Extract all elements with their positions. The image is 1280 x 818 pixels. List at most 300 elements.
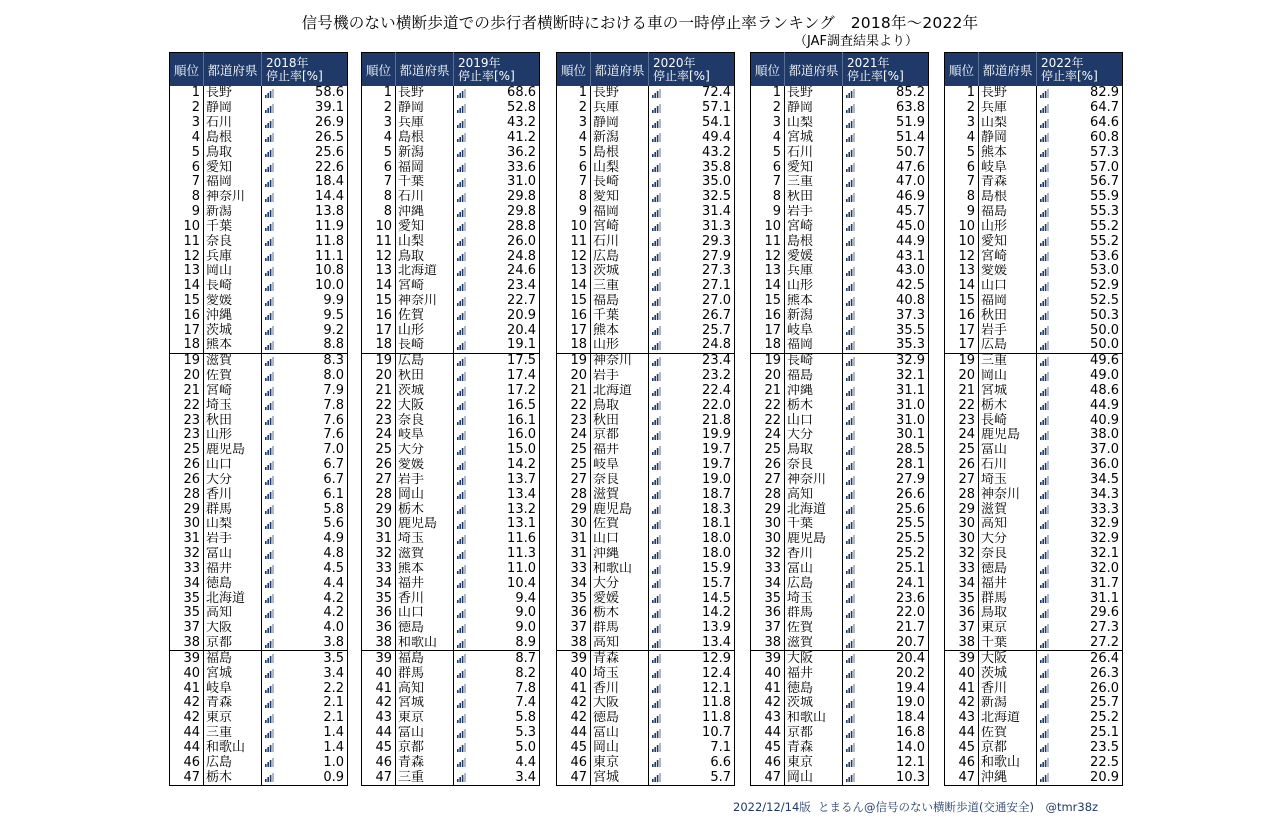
- rate-value: 57.3: [1090, 145, 1119, 160]
- bar-chart-icon: [652, 684, 661, 693]
- prefecture-cell: 奈良: [396, 413, 454, 428]
- rate-value: 8.7: [515, 650, 536, 666]
- bar-chart-icon: [265, 743, 274, 752]
- rank-cell: 17: [945, 338, 979, 353]
- rate-cell: [454, 562, 540, 577]
- bar-chart-icon: [846, 252, 855, 261]
- bar-chart-icon: [652, 699, 661, 708]
- rate-label: 停止率[%]: [847, 68, 904, 83]
- prefecture-cell: 愛媛: [591, 591, 649, 606]
- table-row: [362, 740, 540, 755]
- rank-cell: 37: [945, 621, 979, 636]
- prefecture-cell: 熊本: [979, 145, 1037, 160]
- rank-cell: 46: [362, 755, 396, 770]
- rank-header: 順位: [945, 53, 979, 87]
- table-row: [557, 591, 735, 606]
- rate-value: 17.4: [507, 368, 536, 384]
- rate-cell: [262, 369, 348, 384]
- rate-value: 15.9: [702, 561, 731, 576]
- bar-chart-icon: [265, 446, 274, 455]
- rank-cell: 20: [751, 369, 785, 384]
- table-row: [170, 473, 348, 488]
- rank-cell: 42: [362, 696, 396, 711]
- rank-cell: 7: [557, 175, 591, 190]
- bar-chart-icon: [265, 297, 274, 306]
- table-row: [945, 770, 1123, 785]
- rate-value: 24.8: [702, 338, 731, 353]
- bar-chart-icon: [265, 758, 274, 767]
- rate-value: 20.7: [896, 635, 925, 651]
- bar-chart-icon: [1040, 669, 1049, 678]
- rate-cell: [649, 606, 735, 621]
- rank-cell: 36: [751, 606, 785, 621]
- prefecture-cell: 茨城: [785, 696, 843, 711]
- rank-cell: 20: [170, 369, 204, 384]
- rank-cell: 44: [945, 726, 979, 741]
- rate-value: 50.0: [1090, 338, 1119, 353]
- rate-cell: [649, 711, 735, 726]
- rate-cell: [843, 86, 929, 101]
- bar-chart-icon: [1040, 252, 1049, 261]
- table-row: [557, 576, 735, 591]
- table-row: [170, 487, 348, 502]
- rate-cell: [454, 294, 540, 309]
- prefecture-cell: 三重: [396, 770, 454, 785]
- bar-chart-icon: [457, 624, 466, 633]
- table-row: [362, 101, 540, 116]
- table-row: [170, 666, 348, 681]
- rank-cell: 13: [945, 264, 979, 279]
- rate-cell: [843, 755, 929, 770]
- table-row: [945, 294, 1123, 309]
- rank-cell: 31: [557, 532, 591, 547]
- table-row: [557, 666, 735, 681]
- prefecture-cell: 鳥取: [785, 443, 843, 458]
- table-row: [945, 338, 1123, 353]
- rate-cell: [1037, 413, 1123, 428]
- prefecture-cell: 山梨: [979, 116, 1037, 131]
- rate-cell: [843, 532, 929, 547]
- bar-chart-icon: [457, 267, 466, 276]
- rate-cell: [649, 666, 735, 681]
- rate-value: 29.6: [1090, 605, 1119, 621]
- rate-value: 25.7: [702, 323, 731, 338]
- rank-cell: 27: [945, 473, 979, 488]
- rate-value: 25.1: [1090, 725, 1119, 741]
- table-row: [751, 369, 929, 384]
- rate-value: 44.9: [896, 234, 925, 249]
- rank-cell: 31: [557, 547, 591, 562]
- rate-cell: [649, 308, 735, 323]
- prefecture-cell: 栃木: [785, 398, 843, 413]
- rate-cell: [843, 130, 929, 145]
- table-row: [170, 458, 348, 473]
- prefecture-cell: 山口: [204, 458, 262, 473]
- rate-value: 48.6: [1090, 383, 1119, 398]
- prefecture-cell: 福島: [785, 369, 843, 384]
- rank-cell: 13: [751, 264, 785, 279]
- prefecture-cell: 埼玉: [785, 591, 843, 606]
- bar-chart-icon: [457, 505, 466, 514]
- table-row: [751, 487, 929, 502]
- table-row: [362, 651, 540, 666]
- rate-cell: [262, 711, 348, 726]
- rate-value: 45.7: [896, 204, 925, 220]
- rate-cell: [1037, 369, 1123, 384]
- rank-cell: 47: [362, 770, 396, 785]
- bar-chart-icon: [1040, 401, 1049, 410]
- rank-cell: 23: [170, 428, 204, 443]
- rate-value: 29.8: [507, 189, 536, 205]
- rate-value: 12.1: [896, 755, 925, 770]
- prefecture-cell: 鳥取: [591, 398, 649, 413]
- rate-value: 9.9: [323, 293, 344, 308]
- prefecture-cell: 北海道: [785, 502, 843, 517]
- table-row: [945, 651, 1123, 666]
- rank-cell: 34: [557, 576, 591, 591]
- bar-chart-icon: [265, 773, 274, 782]
- rank-cell: 47: [945, 770, 979, 785]
- rank-cell: 18: [557, 338, 591, 353]
- rate-value: 27.9: [702, 249, 731, 264]
- table-row: [945, 279, 1123, 294]
- prefecture-cell: 岡山: [979, 369, 1037, 384]
- rate-value: 72.4: [702, 86, 731, 101]
- table-row: [170, 384, 348, 399]
- prefecture-cell: 徳島: [204, 576, 262, 591]
- prefecture-cell: 岡山: [785, 770, 843, 785]
- rate-cell: [649, 755, 735, 770]
- rate-value: 31.4: [702, 204, 731, 220]
- rate-cell: [262, 755, 348, 770]
- prefecture-cell: 福岡: [204, 175, 262, 190]
- rank-cell: 45: [945, 740, 979, 755]
- rate-cell: [843, 591, 929, 606]
- bar-chart-icon: [846, 699, 855, 708]
- rank-cell: 44: [751, 726, 785, 741]
- rate-value: 64.6: [1090, 115, 1119, 131]
- bar-chart-icon: [457, 237, 466, 246]
- bar-chart-icon: [265, 535, 274, 544]
- rank-cell: 32: [751, 547, 785, 562]
- rate-cell: [649, 487, 735, 502]
- prefecture-cell: 静岡: [591, 116, 649, 131]
- prefecture-cell: 鹿児島: [785, 532, 843, 547]
- rate-cell: [1037, 249, 1123, 264]
- rank-cell: 9: [170, 205, 204, 220]
- table-row: [751, 86, 929, 101]
- rate-value: 37.0: [1090, 442, 1119, 458]
- rate-cell: [454, 755, 540, 770]
- rank-cell: 37: [751, 621, 785, 636]
- bar-chart-icon: [265, 89, 274, 98]
- rate-cell: [262, 636, 348, 651]
- table-row: [170, 726, 348, 741]
- prefecture-cell: 青森: [979, 175, 1037, 190]
- rate-value: 53.6: [1090, 249, 1119, 264]
- rank-cell: 12: [557, 249, 591, 264]
- table-row: [751, 696, 929, 711]
- rate-value: 34.5: [1090, 472, 1119, 487]
- rate-cell: [262, 621, 348, 636]
- rank-cell: 22: [170, 398, 204, 413]
- rank-cell: 23: [362, 413, 396, 428]
- bar-chart-icon: [652, 758, 661, 767]
- table-row: [751, 398, 929, 413]
- bar-chart-icon: [457, 387, 466, 396]
- bar-chart-icon: [1040, 639, 1049, 648]
- rank-cell: 29: [945, 502, 979, 517]
- rank-cell: 43: [362, 711, 396, 726]
- prefecture-cell: 熊本: [396, 562, 454, 577]
- table-row: [945, 175, 1123, 190]
- rank-cell: 39: [557, 651, 591, 666]
- bar-chart-icon: [846, 490, 855, 499]
- table-row: [170, 323, 348, 338]
- table-row: [170, 205, 348, 220]
- rank-cell: 37: [170, 621, 204, 636]
- rank-cell: 39: [945, 651, 979, 666]
- rank-cell: 2: [557, 101, 591, 116]
- bar-chart-icon: [457, 297, 466, 306]
- rate-cell: [454, 234, 540, 249]
- rate-cell: [262, 190, 348, 205]
- bar-chart-icon: [846, 416, 855, 425]
- rate-cell: [649, 398, 735, 413]
- rate-cell: [649, 770, 735, 785]
- rate-value: 4.5: [323, 561, 344, 576]
- rate-cell: [843, 428, 929, 443]
- bar-chart-icon: [457, 416, 466, 425]
- bar-chart-icon: [1040, 222, 1049, 231]
- bar-chart-icon: [652, 357, 661, 366]
- rate-cell: [843, 323, 929, 338]
- rate-value: 1.4: [323, 725, 344, 741]
- prefecture-cell: 和歌山: [204, 740, 262, 755]
- rate-cell: [843, 116, 929, 131]
- table-row: [170, 145, 348, 160]
- rate-value: 24.6: [507, 263, 536, 279]
- rate-cell: [649, 413, 735, 428]
- bar-chart-icon: [265, 565, 274, 574]
- rate-cell: [262, 443, 348, 458]
- bar-chart-icon: [457, 669, 466, 678]
- rank-cell: 17: [362, 323, 396, 338]
- rank-cell: 18: [362, 338, 396, 353]
- table-row: [362, 562, 540, 577]
- author-credit: とまるん@信号のない横断歩道(交通安全) @tmr38z: [818, 800, 1099, 814]
- rate-value: 26.0: [507, 234, 536, 249]
- table-row: [557, 219, 735, 234]
- rank-cell: 8: [751, 190, 785, 205]
- table-row: [170, 517, 348, 532]
- rate-cell: [1037, 576, 1123, 591]
- table-row: [170, 532, 348, 547]
- rate-value: 26.6: [896, 487, 925, 502]
- rank-cell: 9: [557, 205, 591, 220]
- table-row: [751, 755, 929, 770]
- rank-cell: 2: [945, 101, 979, 116]
- bar-chart-icon: [846, 579, 855, 588]
- rate-cell: [843, 219, 929, 234]
- rate-value: 5.8: [323, 502, 344, 517]
- rate-cell: [262, 547, 348, 562]
- rank-cell: 42: [170, 696, 204, 711]
- rate-value: 56.7: [1090, 174, 1119, 190]
- rate-value: 23.4: [702, 353, 731, 369]
- rate-value: 6.1: [323, 487, 344, 502]
- rank-cell: 14: [751, 279, 785, 294]
- prefecture-cell: 東京: [979, 621, 1037, 636]
- table-row: [751, 101, 929, 116]
- prefecture-cell: 岐阜: [979, 160, 1037, 175]
- rank-cell: 23: [170, 413, 204, 428]
- table-row: [751, 264, 929, 279]
- rank-cell: 47: [557, 770, 591, 785]
- table-row: [557, 205, 735, 220]
- rate-cell: [1037, 219, 1123, 234]
- prefecture-cell: 新潟: [979, 696, 1037, 711]
- rank-cell: 1: [751, 86, 785, 101]
- prefecture-cell: 埼玉: [396, 532, 454, 547]
- rate-cell: [454, 711, 540, 726]
- rank-cell: 6: [170, 160, 204, 175]
- rate-cell: [454, 681, 540, 696]
- rate-value: 14.5: [702, 591, 731, 606]
- rank-cell: 25: [557, 458, 591, 473]
- table-row: [751, 576, 929, 591]
- table-row: [751, 517, 929, 532]
- rate-cell: [454, 145, 540, 160]
- rate-cell: [262, 740, 348, 755]
- prefecture-cell: 東京: [785, 755, 843, 770]
- prefecture-cell: 福井: [204, 562, 262, 577]
- bar-chart-icon: [1040, 297, 1049, 306]
- bar-chart-icon: [652, 372, 661, 381]
- rate-value: 24.8: [507, 249, 536, 264]
- rate-cell: [649, 338, 735, 353]
- rank-cell: 3: [362, 116, 396, 131]
- rate-cell: [649, 651, 735, 666]
- rate-cell: [1037, 606, 1123, 621]
- rate-value: 9.0: [515, 620, 536, 636]
- rate-cell: [262, 666, 348, 681]
- rate-value: 6.7: [323, 472, 344, 487]
- table-row: [945, 487, 1123, 502]
- rate-value: 85.2: [896, 86, 925, 101]
- rank-cell: 24: [557, 428, 591, 443]
- rank-cell: 41: [557, 681, 591, 696]
- table-row: [170, 190, 348, 205]
- rank-cell: 22: [751, 398, 785, 413]
- rate-value: 49.0: [1090, 368, 1119, 384]
- rank-cell: 8: [170, 190, 204, 205]
- prefecture-cell: 青森: [591, 651, 649, 666]
- prefecture-cell: 京都: [979, 740, 1037, 755]
- prefecture-cell: 鹿児島: [979, 428, 1037, 443]
- rate-cell: [843, 770, 929, 785]
- table-row: [170, 576, 348, 591]
- rank-cell: 35: [751, 591, 785, 606]
- prefecture-cell: 群馬: [204, 502, 262, 517]
- rate-cell: [1037, 338, 1123, 353]
- prefecture-cell: 長崎: [979, 413, 1037, 428]
- rate-cell: [454, 219, 540, 234]
- rate-cell: [262, 487, 348, 502]
- rate-value: 31.0: [507, 174, 536, 190]
- rate-value: 11.9: [315, 219, 344, 234]
- bar-chart-icon: [846, 729, 855, 738]
- rate-cell: [454, 323, 540, 338]
- rate-cell: [843, 384, 929, 399]
- rate-value: 21.7: [896, 620, 925, 636]
- table-row: [751, 279, 929, 294]
- bar-chart-icon: [457, 639, 466, 648]
- table-row: [945, 428, 1123, 443]
- bar-chart-icon: [1040, 550, 1049, 559]
- bar-chart-icon: [1040, 773, 1049, 782]
- rank-cell: 16: [362, 308, 396, 323]
- rate-cell: [262, 353, 348, 368]
- rank-cell: 38: [362, 636, 396, 651]
- bar-chart-icon: [1040, 208, 1049, 217]
- table-row: [557, 502, 735, 517]
- bar-chart-icon: [652, 714, 661, 723]
- rate-value: 54.1: [702, 115, 731, 131]
- rank-cell: 24: [362, 428, 396, 443]
- rank-cell: 42: [945, 696, 979, 711]
- rank-cell: 4: [945, 130, 979, 145]
- bar-chart-icon: [846, 326, 855, 335]
- bar-chart-icon: [652, 446, 661, 455]
- bar-chart-icon: [1040, 476, 1049, 485]
- bar-chart-icon: [265, 579, 274, 588]
- table-row: [170, 636, 348, 651]
- rate-cell: [649, 517, 735, 532]
- rank-cell: 28: [557, 487, 591, 502]
- prefecture-cell: 福島: [204, 651, 262, 666]
- bar-chart-icon: [652, 297, 661, 306]
- prefecture-cell: 山口: [979, 279, 1037, 294]
- rate-value: 18.0: [702, 546, 731, 562]
- rate-cell: [1037, 308, 1123, 323]
- table-row: [751, 621, 929, 636]
- rate-cell: [649, 205, 735, 220]
- bar-chart-icon: [1040, 609, 1049, 618]
- rate-value: 4.9: [323, 531, 344, 547]
- table-row: [945, 398, 1123, 413]
- rate-cell: [1037, 532, 1123, 547]
- rate-cell: [649, 458, 735, 473]
- bar-chart-icon: [265, 639, 274, 648]
- rate-cell: [454, 264, 540, 279]
- rate-cell: [454, 591, 540, 606]
- table-row: [362, 86, 540, 101]
- prefecture-cell: 徳島: [591, 711, 649, 726]
- bar-chart-icon: [457, 282, 466, 291]
- rate-value: 41.2: [507, 130, 536, 145]
- prefecture-cell: 石川: [979, 458, 1037, 473]
- rate-cell: [262, 696, 348, 711]
- rate-cell: [262, 681, 348, 696]
- rate-cell: [843, 726, 929, 741]
- prefecture-cell: 香川: [785, 547, 843, 562]
- rate-cell: [454, 86, 540, 101]
- bar-chart-icon: [652, 431, 661, 440]
- rate-cell: [843, 264, 929, 279]
- bar-chart-icon: [652, 133, 661, 142]
- rate-cell: [649, 696, 735, 711]
